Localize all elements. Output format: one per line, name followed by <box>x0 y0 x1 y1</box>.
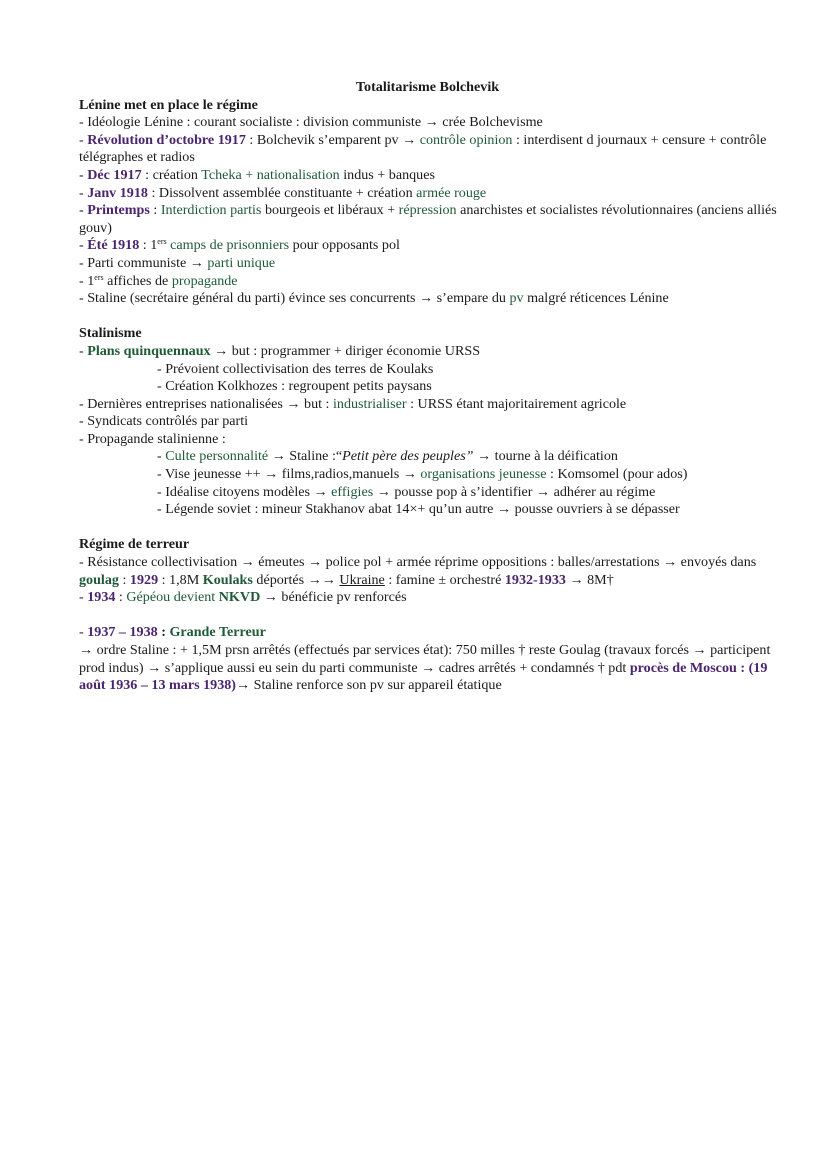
text-line: → ordre Staline : + 1,5M prsn arrêtés (effectués par services état): 750 milles † reste Goulag (travaux forcés → participent prod indus) → s’applique aussi eu sein du parti communiste → cadres arrêtés + condamnés † pdt procès de Moscou : (19 août 1936 – 13 mars 1938)→ Staline renforce son pv sur appareil étatique <box>79 642 771 694</box>
keyword-highlight: procès de Moscou <box>629 659 737 676</box>
text-line: - Culte personnalité → Staline :“Petit père des peuples” → tourne à la déification <box>157 448 618 465</box>
date-highlight: 1934 <box>87 589 116 606</box>
keyword-highlight: NKVD <box>218 589 261 606</box>
date-highlight: Printemps <box>87 202 150 219</box>
date-highlight: 1937 – 1938 <box>87 624 158 641</box>
section-stalinisme <box>79 325 788 519</box>
keyword-highlight: Koulaks <box>202 571 253 588</box>
keyword-highlight: Tcheka + nationalisation <box>201 166 340 183</box>
text-line: - 1934 : Gépéou devient NKVD → bénéficie pv renforcés <box>79 589 407 606</box>
date-highlight: Été 1918 <box>87 237 140 254</box>
text-line: - Création Kolkhozes : regroupent petits paysans <box>157 378 432 395</box>
text-line: - Résistance collectivisation → émeutes → police pol + armée réprime oppositions : balles/arrestations → envoyés dans goulag : 1929 : 1,8M Koulaks déportés →→ Ukraine : famine ± orchestré 1932-1933 → 8M† <box>79 554 757 588</box>
keyword-highlight: Interdiction partis <box>160 202 262 219</box>
section-grande-terreur <box>79 624 788 694</box>
keyword-highlight: propagande <box>171 272 238 289</box>
section-terreur <box>79 536 788 606</box>
keyword-highlight: industrialiser <box>333 395 407 412</box>
text-line: - Parti communiste → parti unique <box>79 254 276 271</box>
text-line: - Été 1918 : 1ers camps de prisonniers pour opposants pol <box>79 237 400 254</box>
text-line: - Idéologie Lénine : courant socialiste : division communiste → crée Bolchevisme <box>79 114 543 131</box>
date-highlight: Janv 1918 <box>87 184 148 201</box>
underlined-text: Ukraine <box>339 571 385 588</box>
document-title: Totalitarisme Bolchevik <box>355 79 500 95</box>
keyword-highlight: répression <box>398 202 457 219</box>
section-heading: Stalinisme <box>79 325 142 342</box>
keyword-highlight: effigies <box>331 483 374 500</box>
text-line: - Dernières entreprises nationalisées → but : industrialiser : URSS étant majoritairement agricole <box>79 395 627 412</box>
keyword-highlight: Culte personnalité <box>165 448 269 465</box>
text-line: - Vise jeunesse ++ → films,radios,manuels → organisations jeunesse : Komsomel (pour ados) <box>157 466 688 483</box>
text-line: - 1937 – 1938 : Grande Terreur <box>79 624 266 641</box>
text-line: - Déc 1917 : création Tcheka + nationalisation indus + banques <box>79 166 435 183</box>
text-line: - Légende soviet : mineur Stakhanov abat 14×+ qu’un autre → pousse ouvriers à se dépasser <box>157 501 680 518</box>
keyword-highlight: Grande Terreur <box>169 624 266 641</box>
section-heading: Lénine met en place le régime <box>79 96 258 113</box>
text-line: - Idéalise citoyens modèles → effigies → pousse pop à s’identifier → adhérer au régime <box>157 483 656 500</box>
text-line: - Propagande stalinienne : <box>79 430 226 447</box>
date-highlight: 1929 <box>129 571 159 588</box>
keyword-highlight: Gépéou devient <box>126 589 219 606</box>
keyword-highlight: parti unique <box>207 254 276 271</box>
date-highlight: Déc 1917 <box>87 166 142 183</box>
keyword-highlight: organisations jeunesse <box>420 466 547 483</box>
text-line: - Plans quinquennaux → but : programmer + diriger économie URSS <box>79 342 481 359</box>
keyword-highlight: armée rouge <box>416 184 487 201</box>
date-highlight: (19 août 1936 – 13 mars 1938) <box>79 659 768 694</box>
keyword-highlight: pv <box>509 290 524 307</box>
keyword-highlight: goulag <box>79 571 119 588</box>
section-heading: Régime de terreur <box>79 536 190 553</box>
keyword-highlight: Plans quinquennaux <box>87 342 211 359</box>
section-lenine <box>79 97 788 308</box>
text-line: - Staline (secrétaire général du parti) évince ses concurrents → s’empare du pv malgré réticences Lénine <box>79 290 669 307</box>
text-line: - Prévoient collectivisation des terres de Koulaks <box>157 360 434 377</box>
keyword-highlight: contrôle opinion <box>419 131 513 148</box>
text-line: - Révolution d’octobre 1917 : Bolchevik s’emparent pv → contrôle opinion : interdisent d journaux + censure + contrôle télégraphes et radios <box>79 131 767 166</box>
text-line: - 1ers affiches de propagande <box>79 272 238 289</box>
text-line: - Syndicats contrôlés par parti <box>79 413 249 430</box>
text-line: - Printemps : Interdiction partis bourgeois et libéraux + répression anarchistes et socialistes révolutionnaires (anciens alliés gouv) <box>79 202 777 236</box>
date-highlight: Révolution d’octobre 1917 <box>87 131 246 148</box>
date-highlight: 1932-1933 <box>504 571 566 588</box>
keyword-highlight: camps de prisonniers <box>166 237 290 254</box>
text-line: - Janv 1918 : Dissolvent assemblée constituante + création armée rouge <box>79 184 487 201</box>
